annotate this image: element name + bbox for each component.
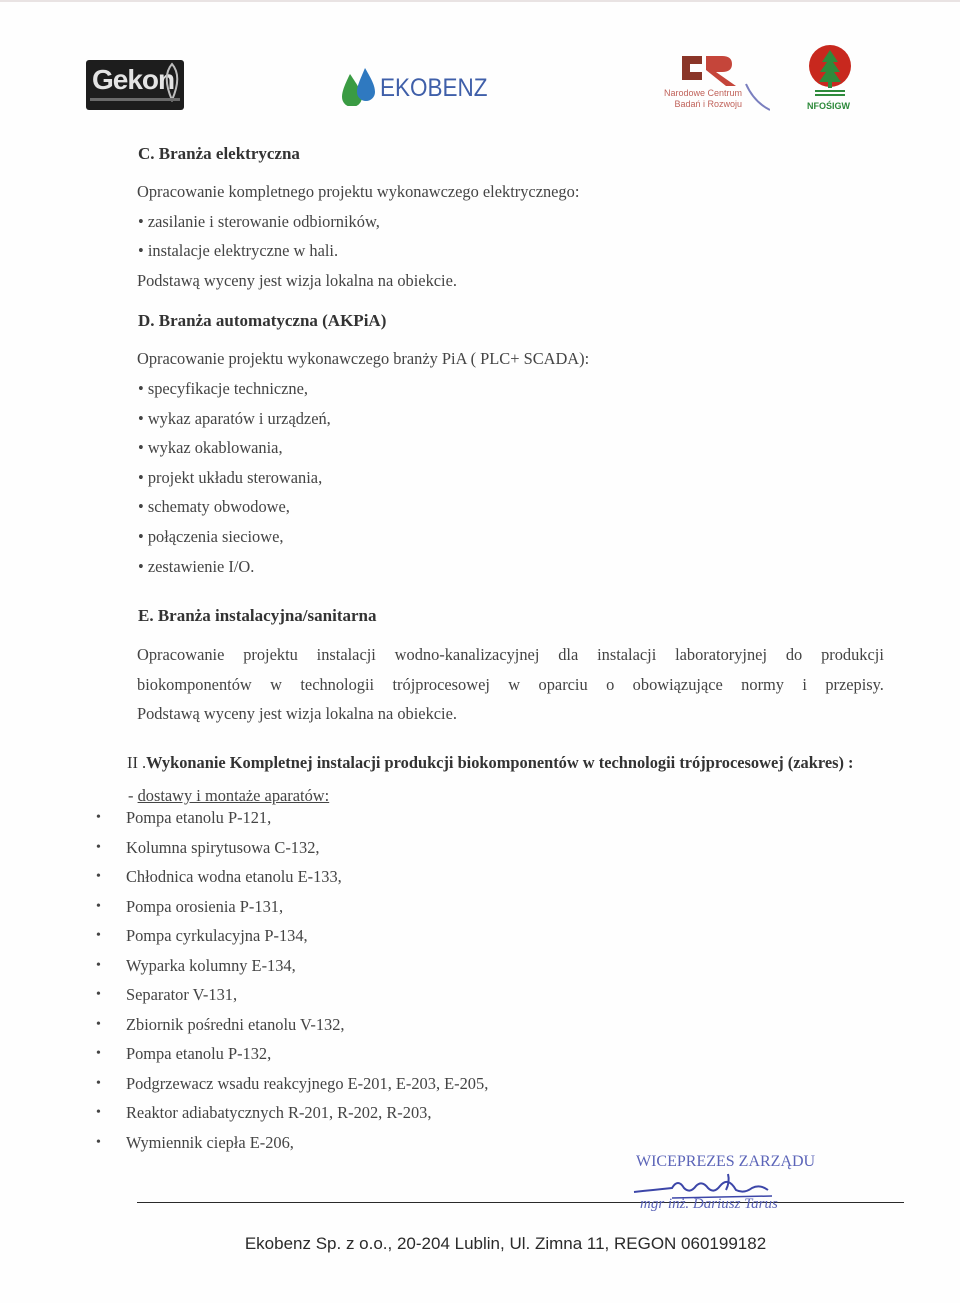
gekon-logo-text: Gekon (92, 64, 175, 95)
section-e-word: instalacji (597, 645, 657, 664)
section-c-line-4: Podstawą wyceny jest wizja lokalna na obiekcie. (137, 271, 457, 290)
section-d-line-1: Opracowanie projektu wykonawczego branży PiA ( PLC+ SCADA): (137, 349, 590, 368)
ncbr-logo-line-2: Badań i Rozwoju (674, 99, 742, 109)
nfosigw-logo-text: NFOŚIGW (807, 101, 850, 111)
list-item-text: Wymiennik ciepła E-206, (126, 1133, 294, 1153)
section-d-line-2: • specyfikacje techniczne, (138, 379, 309, 398)
list-item-text: Pompa orosienia P-131, (126, 896, 284, 916)
ncbr-logo (658, 50, 770, 112)
section-ii-title: Wykonanie Kompletnej instalacji produkcji biokomponentów w technologii trójprocesowej (zakres) : (146, 753, 854, 772)
bullet-icon: • (96, 1135, 101, 1151)
section-e-word: Opracowanie (137, 645, 225, 664)
top-edge-line (0, 0, 960, 2)
bullet-icon: • (96, 898, 101, 914)
section-e-word: trójprocesowej (392, 675, 490, 694)
list-item-text: Chłodnica wodna etanolu E-133, (126, 867, 342, 887)
section-ii-sub-dash: - (128, 786, 138, 805)
list-item-text: Zbiornik pośredni etanolu V-132, (126, 1014, 345, 1034)
list-item-text: Podgrzewacz wsadu reakcyjnego E-201, E-203, E-205, (126, 1073, 489, 1093)
section-c-line-2: • zasilanie i sterowanie odbiorników, (138, 212, 380, 231)
bullet-icon: • (96, 810, 101, 825)
list-item-text: Kolumna spirytusowa C-132, (126, 837, 320, 857)
nfosigw-emblem-icon (805, 44, 855, 100)
bullet-icon: • (96, 1046, 101, 1062)
page-footer: Ekobenz Sp. z o.o., 20-204 Lublin, Ul. Zimna 11, REGON 060199182 (244, 1234, 767, 1253)
section-e-word: laboratoryjnej (675, 645, 768, 664)
section-c-heading: C. Branża elektryczna (138, 144, 300, 163)
gekon-leaf-icon (163, 62, 181, 102)
list-item-text: Reaktor adiabatycznych R-201, R-202, R-203, (126, 1103, 432, 1123)
bullet-icon: • (96, 839, 101, 855)
section-e-word: o (606, 675, 615, 694)
section-e-word: w (508, 675, 521, 694)
list-item-text: Pompa cyrkulacyjna P-134, (126, 926, 308, 946)
section-e-word: i (802, 675, 807, 694)
section-d-line-7: • połączenia sieciowe, (138, 527, 284, 546)
bullet-icon: • (96, 957, 101, 973)
section-e-line-3: Podstawą wyceny jest wizja lokalna na obiekcie. (137, 704, 457, 723)
bullet-icon: • (96, 1075, 101, 1091)
section-e-word: normy (741, 675, 784, 694)
stamp-name: mgr inż. Dariusz Tarus (640, 1196, 778, 1212)
ncbr-logo-text (658, 88, 742, 110)
list-item-text: Separator V-131, (126, 985, 238, 1005)
section-e-word: projektu (243, 645, 298, 664)
section-c-line-1: Opracowanie kompletnego projektu wykonawczego elektrycznego: (137, 182, 580, 201)
section-ii-prefix: II . (127, 753, 147, 772)
list-item-text: Pompa etanolu P-121, (126, 808, 272, 827)
list-item-text: Wyparka kolumny E-134, (126, 955, 296, 975)
section-ii-heading (127, 753, 853, 773)
section-e-word: wodno-kanalizacyjnej (394, 645, 540, 664)
section-e-word: dla (558, 645, 579, 664)
nfosigw-logo (805, 44, 855, 112)
bullet-icon: • (96, 1016, 101, 1032)
ekobenz-logo (338, 66, 488, 106)
section-d-line-8: • zestawienie I/O. (138, 557, 255, 576)
section-e-word: przepisy. (825, 675, 884, 694)
section-d-heading: D. Branża automatyczna (AKPiA) (138, 311, 387, 330)
section-e-line-2 (137, 675, 884, 695)
section-e-word: obowiązujące (632, 675, 723, 694)
list-item-text: Pompa etanolu P-132, (126, 1044, 272, 1064)
section-d-line-3: • wykaz aparatów i urządzeń, (138, 409, 331, 428)
section-e-word: w (270, 675, 282, 694)
section-d-line-5: • projekt układu sterowania, (138, 468, 323, 487)
section-e-word: oparciu (538, 675, 588, 694)
section-e-line-1 (137, 645, 884, 665)
bullet-icon: • (96, 869, 101, 885)
section-ii-sub-label: dostawy i montaże aparatów: (137, 786, 330, 805)
gekon-logo (86, 60, 184, 110)
ekobenz-logo-text: EKOBENZ (380, 74, 488, 102)
ncbr-logo-line-1: Narodowe Centrum (663, 88, 742, 98)
section-c-line-3: • instalacje elektryczne w hali. (138, 241, 339, 260)
section-e-word: instalacji (316, 645, 376, 664)
signature-rule (137, 1202, 904, 1203)
section-e-word: do (785, 645, 803, 664)
section-e-word: technologii (300, 675, 375, 694)
bullet-icon: • (96, 928, 101, 944)
ekobenz-drops-icon (338, 66, 378, 106)
section-e-heading: E. Branża instalacyjna/sanitarna (138, 606, 377, 625)
section-d-line-4: • wykaz okablowania, (138, 438, 283, 457)
section-d-line-6: • schematy obwodowe, (138, 497, 290, 516)
section-e-word: produkcji (821, 645, 884, 664)
section-e-word: biokomponentów (137, 675, 252, 694)
bullet-icon: • (96, 987, 101, 1003)
stamp-title: WICEPREZES ZARZĄDU (636, 1153, 816, 1170)
section-ii-subheading (128, 786, 329, 806)
bullet-icon: • (96, 1105, 101, 1121)
gekon-subtitle-bar (90, 98, 180, 101)
